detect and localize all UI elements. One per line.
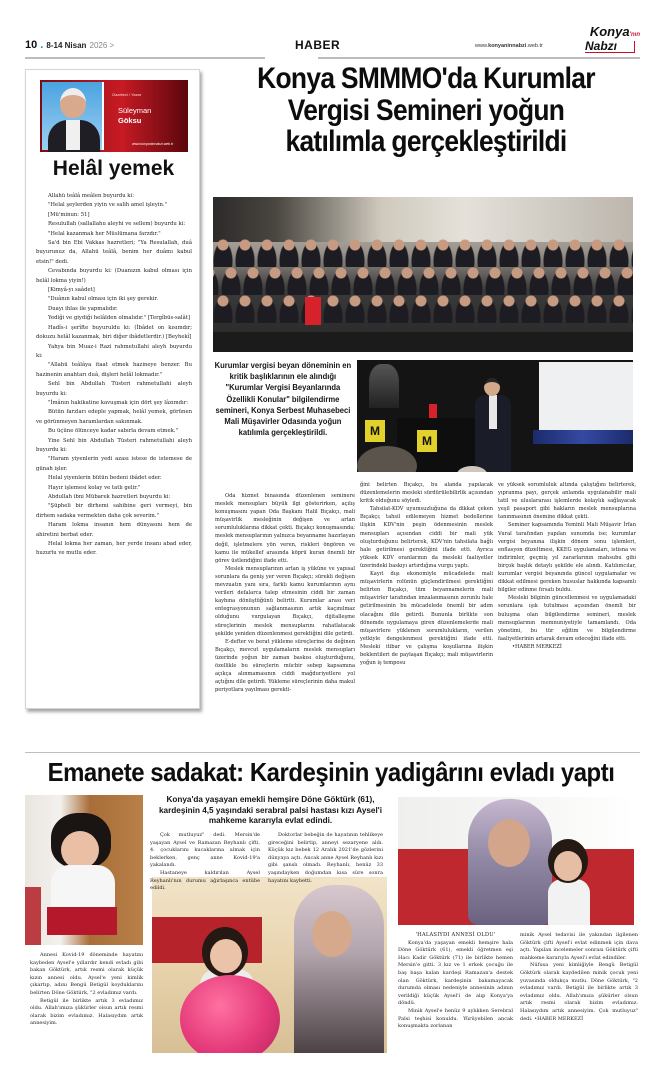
article-paragraph: minik Aysel tedavisi ile yakından ilgilenen Göktürk çifti Aysel'i evlat edinmek için dava açtı. Yapılan incelemeler sonrası Göktürk çifti mahkeme kararıyla Aysel'i evlat edindiler.: [520, 932, 638, 961]
column-paragraph: Hadîs-i şerîfte buyuruldu ki: (İbâdet on kısımdır; dokuzu helâl kazanmak, biri diğer ibâdetlerdir.) [Beyhekî]: [36, 324, 192, 341]
article-paragraph: Meslek mensuplarının artan iş yüküne ve yapısal sorunlara da geniş yer veren Bıçakçı; sürekli değişen mevzuatın yanı sıra, farklı kamu kurumlarının aynı verileri defalarca talep etmesinin ciddi bir zaman kaybına dönüştüğünü belirtti. Kurumlar arası veri entegrasyonunun sağlanmasının artık kaçınılmaz olduğunu vurgulayan Bıçakçı, dijitalleşme süreçlerinin meslek mensuplarını rahatlatacak şekilde yeniden düzenlenmesi gerektiğini dile getirdi.: [215, 565, 355, 637]
photo-floor: [213, 332, 633, 352]
speaker-photo: [357, 360, 633, 472]
column-paragraph: Resulullah (sallallahu aleyhi ve sellem) buyurdu ki:: [48, 221, 186, 228]
column-paragraph: Helal yiyenlerin bütün bedeni ibâdet eder.: [48, 475, 162, 482]
issue-date: 8-14 Nisan: [46, 41, 87, 50]
article-paragraph: Seminer kapsamında Yeminli Mali Müşavir İrfan Vural tarafından yapılan sunumda ise; kurumlar vergisi beyanına ilişkin dönem sonu işlemleri, enflasyon düzeltmesi, KKEG uygulamaları, istisna ve indirimler, geçmiş yıl zararlarının mahsubu gibi birçok başlık detaylı şekilde ele alındı. Katılımcılar, kurumlar vergisi beyanında güncel uygulamalar ve dikkat edilmesi gereken hususlar hakkında kapsamlı bilgiler edinme fırsatı buldu.: [498, 522, 636, 594]
column-paragraph: Sa'd bin Ebi Vakkas hazretleri; "Ya Resulallah, duâ buyurunuz da, Allahü teâlâ, benim her duâmı kabul etsin!" dedi.: [36, 240, 192, 265]
article-paragraph: Tahsilat-KDV uyumsuzluğuna da dikkat çeken Bıçakçı; tahsil edilemeyen hizmet bedellerine ilişkin KDV'nin peşin ödenmesinin meslek mensupları açısından ciddi bir mali yük oluşturduğunu belirterek, KDV'nin tahsilata bağlı hale getirilmesi gerektiğini ifade etti. Ayrıca yüksek KDV oranlarının da mesleki faaliyetler üzerindeki baskıyı artırdığına vurgu yaptı.: [360, 506, 493, 569]
play-ball-photo: [152, 877, 387, 1053]
woman-face: [488, 819, 530, 867]
girl-face: [210, 939, 242, 973]
second-lead: Konya'da yaşayan emekli hemşire Döne Göktürk (61), kardeşinin 4,5 yaşındaki serabral palsi hastası kızı Aysel'i mahkeme kararıyla evlat edindi.: [159, 795, 382, 826]
column-paragraph: Yediği ve giydiği helâlden olmalıdır." [Tergîbüs-salât]: [48, 315, 190, 322]
article-paragraph: E-defter ve berat yükleme süreçlerine de değinen Bıçakçı, mevcut uygulamaların meslek mensupları üzerinde yoğun bir zaman baskısı oluşturduğunu, özellikle bu süreçlerin mücbir sebep kapsamına açıkça alınmamasının ciddi mağduriyetlere yol açtığını dile getirdi. Yükleme süreçlerinin daha makul periyotlara yayılması gerekti-: [215, 638, 355, 694]
girl-face: [554, 851, 582, 881]
article-paragraph: ve yüksek sorumluluk altında çalıştığını belirterek, yıpranma payı, gerçek anlamda uygulanabilir mali tatil ve uluslararası işlemlerde kolaylık sağlayacak yeşil pasaport gibi hakların meslek mensuplarına tanınmasının önemine dikkat çekti.: [498, 482, 636, 521]
opinion-column: [25, 69, 200, 709]
author-card: [40, 80, 188, 152]
column-paragraph: Yahya bin Muaz-i Razi rahmetullahi aleyh buyurdu ki:: [36, 343, 192, 359]
author-photo-head: [60, 88, 86, 118]
url-prefix: www.: [475, 43, 489, 49]
column-paragraph: Sehl bin Abdullah Tüsteri rahmetullahi aleyh buyurdu ki:: [36, 381, 192, 397]
audience-row: [213, 237, 633, 267]
author-last-name: Göksu: [118, 116, 142, 125]
article-paragraph: Minik Aysel'e henüz 9 aylıkken Serebral Palsi teşhisi konuldu. Yürüyebilen ancak konuşmakta zorlanan: [398, 1007, 513, 1030]
issue-year: 2026 >: [89, 41, 115, 50]
logo-konya: Konya: [589, 24, 630, 39]
article-paragraph: Mesleki bilginin güncellenmesi ve uygulamadaki sorunlara ışık tutulması açısından önemli bir buluşma olan bilgilendirme semineri, meslek mensuplarının memnuniyetiyle tamamlandı. Oda yönetimi, bu tür eğitim ve bilgilendirme faaliyetlerinin artarak devam edeceğini ifade etti.: [498, 595, 636, 642]
author-url: www.konyaninnabzi.web.tr: [132, 142, 174, 146]
column-paragraph: "Helal kazanmak her Müslümana farzdır.": [48, 230, 161, 237]
article-paragraph: Oda hizmet binasında düzenlenen seminere meslek mensupları büyük ilgi gösterirken, açılış konuşmasını yapan Oda Başkanı Halil Bıçakçı, mali müşavirlik mesleğinin değişen ve artan sorumluluklarına dikkat çekti. Bıçakçı konuşmasında; meslek mensuplarının yalnızca beyanname hazırlayan değil, işletmelere yön veren, riskleri öngören ve kamu ile mükellef arasında köprü kuran önemli bir görev üstlendiğini ifade etti.: [215, 493, 355, 564]
girl-body: [548, 879, 590, 925]
section-label: HABER: [295, 38, 341, 52]
author-first-name: Süleyman: [118, 106, 152, 115]
mother-daughter-photo: [398, 797, 634, 925]
header-rule-right: [318, 57, 640, 59]
column-body: [36, 192, 192, 559]
girl-portrait-photo: [25, 795, 143, 945]
headscarf: [294, 885, 384, 1053]
section-divider: [25, 752, 640, 753]
desk-flag: [429, 404, 437, 418]
column-paragraph: "Allahü teâlâya itaat etmek hazineye benzer. Bu hazinenin anahtarı duâ, dişleri helâl lokmadır.": [36, 362, 192, 378]
seminar-audience-photo: [213, 197, 633, 352]
author-photo: [42, 82, 104, 150]
column-title: Helâl yemek: [52, 157, 175, 180]
site-url[interactable]: [475, 43, 543, 49]
newspaper-logo[interactable]: [585, 26, 640, 56]
second-article-column-2: [268, 832, 383, 885]
article-paragraph: ğini belirten Bıçakçı, bu alanda yapılacak düzenlemelerin mesleki sürdürülebilirlik açısından kritik olduğunu söyledi.: [360, 482, 493, 505]
speaker-shirt: [489, 395, 497, 429]
screen-frame: [533, 430, 633, 444]
page-number-block: [25, 39, 114, 51]
girl-shirt: [51, 865, 115, 913]
audience-row: [213, 293, 633, 323]
column-paragraph: Cevabında buyurdu ki: (Duanızın kabul olması için helâl lokma yiyin!): [36, 268, 192, 284]
column-paragraph: Abdullah ibni Mübarek hazretleri buyurdu ki:: [48, 494, 171, 500]
column-paragraph: "İmânın hakikatine kavuşmak için dört şey lâzımdır:: [48, 399, 189, 406]
article-paragraph: Kayıt dışı ekonomiyle mücadelede mali müşavirlerin rolünün güçlendirilmesi gerektiğini belirten Bıçakçı, tüm beyannamelerin mali müşavirler tarafından imzalanmasının zorunlu hale getirilmesinin bu mücadelede önemli bir adım olacağını dile getirdi. Bununla birlikte son dönemde uygulamaya giren düzenlemelerde mali müşavirlere yüklenen sorumlulukların, verilen yetkiyle dengelenmesi gerektiğini ifade etti. Mesleki itibar ve çalışma koşullarına ilişkin beklentileri de paylaşan Bıçakçı; mali müşavirlerin yoğun iş temposu: [360, 571, 493, 667]
main-article-column-1: [215, 492, 355, 694]
column-paragraph: Yine Sehl bin Abdullah Tüsteri rahmetullahi aleyh buyurdu ki:: [36, 437, 192, 453]
column-paragraph: [Mü'minun: 51]: [48, 211, 90, 218]
second-article-column-left: [30, 952, 143, 1028]
author-photo-shirt: [66, 120, 80, 150]
article-paragraph: Annesi Kovid-19 döneminde hayatını kaybeden Aysel'e yıllardır kendi evladı gibi bakan Göktürk, artık resmi olarak küçük kızın annesi oldu. Aysel'e yeni kimlik çıkartıp, adını Bengü Betigül koyduklarını belirten Döne Göktürk, "2 evladımız vardı.: [30, 952, 143, 996]
logo-suffix: 'nın: [629, 32, 640, 38]
column-paragraph: "Şüpheli bir dirhemi sahibine geri vermeyi, bin dirhem sadaka vermekten daha çok severim.": [36, 503, 192, 519]
logo-line-2: Nabzı: [585, 41, 635, 53]
column-paragraph: Bütün farzları edeple yapmak, helâl yemek, görünen ve görünmeyen haramlardan sakınmak.: [36, 409, 192, 425]
column-paragraph: Helal lokma her zaman, her yerde insanı abad eder, huzurlu ve mutlu eder.: [36, 541, 192, 557]
second-article-column-4: [520, 932, 638, 1023]
woman-face: [312, 911, 352, 957]
url-name: konyaninnabzi: [488, 43, 527, 49]
subheading: 'HALASIYDI ANNESİ OLDU': [415, 932, 496, 938]
main-headline: Konya SMMMO'da Kurumlar Vergisi Semineri yoğun katılımla gerçekleştirildi: [257, 62, 595, 158]
girl-skirt: [47, 907, 117, 935]
article-paragraph: Doktorlar bebeğin de hayatının tehlikeye gireceğini belirtip, anneyi sezaryene aldı. Küçük kız bebek 12 Aralık 2021'de gözlerini dünyaya açtı. Ancak anne Aysel Reyhanlı kızı gibi şanslı olmadı. Reyhanlı, henüz 33 yaşındayken doğumdan kısa süre sonra hayatını kaybetti.: [268, 832, 383, 884]
byline: •HABER MERKEZİ: [512, 643, 562, 650]
column-paragraph: "Duânın kabul olması için iki şey gerekir.: [48, 296, 159, 303]
photo-wall: [213, 197, 633, 242]
column-paragraph: Hayır işlemesi kolay ve tatlı gelir.": [48, 484, 141, 491]
article-paragraph: Konya'da yaşayan emekli hemşire hala Döne Göktürk (61), emekli öğretmen eşi Hacı Kadir Göktürk (71) ile birlikte hemen Mersin'e gitti. 3 kız ve 1 erkek çocuğu ile baş başa kalan kardeşi Ramazan'a destek olan Göktürk, kardeşinin bakamayacak durumda olması nedeniyle annesinin adının verildiği küçük Aysel'i de alıp Konya'ya döndü.: [398, 939, 513, 1007]
speaker-head: [484, 378, 500, 396]
column-paragraph: Duayı ihlas ile yapmalıdır.: [48, 305, 118, 312]
column-paragraph: [Kimyâ-yı saâdet]: [48, 287, 95, 294]
column-paragraph: "Helal şeylerden yiyin ve salih amel işleyin.": [48, 202, 168, 209]
second-headline: Emanete sadakat: Kardeşinin yadigârını evladı yaptı: [47, 757, 615, 787]
article-paragraph: Nüfusa yeni kimliğiyle Bengü Betigül Göktürk olarak kaydedilen minik çocuk yeni yuvasında oldukça mutlu. Döne Göktürk, "2 evladımız vardı. Betigül ile birlikte artık 3 evladımız oldu. Allah'ımıza şükürler olsun artık resmi olarak bizim evladımız. Halasıydım artık annesiyim. Çok mutluyuz" dedi. •HABER MERKEZİ: [520, 962, 638, 1022]
speaker-figure: [475, 378, 511, 472]
turkish-flag: [305, 297, 321, 325]
pink-exercise-ball: [180, 975, 280, 1053]
column-paragraph: Bu üçüne ölünceye kadar sabırla devam etmek.": [48, 428, 178, 435]
photo-chair: [25, 887, 41, 945]
author-role: Gazeteci / Yazar: [112, 92, 142, 97]
second-article-column-3: [398, 932, 513, 1031]
main-article-column-2: [360, 481, 493, 667]
smmmo-logo: M: [365, 420, 385, 442]
column-paragraph: Haram lokma insanın hem dünyasını hem de ahiretini berbat eder.: [36, 522, 192, 538]
article-paragraph: Betigül ile birlikte artık 3 evladımız oldu. Allah'ımıza şükürler olsun artık resmi olarak bizim evladımız. Halasıydım artık annesiyim.: [30, 997, 143, 1027]
column-paragraph: Allahü teâlâ meâlen buyurdu ki:: [48, 193, 134, 199]
header-rule-left: [25, 57, 265, 59]
article-paragraph: Çok mutluyuz" dedi. Mersin'de yaşayan Aysel ve Ramazan Reyhanlı çifti, 4. çocuklarını kucaklarına almak için beklerken, genç anne Kovid-19'a yakalandı.: [150, 832, 260, 869]
separator-dot: .: [37, 39, 47, 51]
girl-face: [61, 831, 99, 869]
portrait-on-wall: [369, 364, 399, 408]
main-article-column-3: [498, 481, 636, 651]
second-article-column-1: [150, 832, 260, 893]
main-lead: Kurumlar vergisi beyan döneminin en kritik başlıklarının ele alındığı "Kurumlar Vergisi Beyanlarında Özellikli Konular" bilgilendirme semineri, Konya Serbest Muhasebeci Mali Müşavirler Odasında yoğun katılımla gerçekleştirildi.: [214, 360, 352, 438]
projection-screen: [539, 362, 633, 432]
article-paragraph: Hastaneye kaldırılan Aysel Reyhanlı'nın durumu ağırlaşınca entübe edildi.: [150, 869, 260, 892]
audience-row: [213, 265, 633, 295]
page-number: 10: [25, 39, 38, 51]
smmmo-logo: M: [417, 430, 437, 452]
url-suffix: .web.tr: [526, 43, 543, 49]
column-paragraph: "Haram yiyenlerin yedi azası istese de istemese de günah işler.: [36, 456, 192, 472]
